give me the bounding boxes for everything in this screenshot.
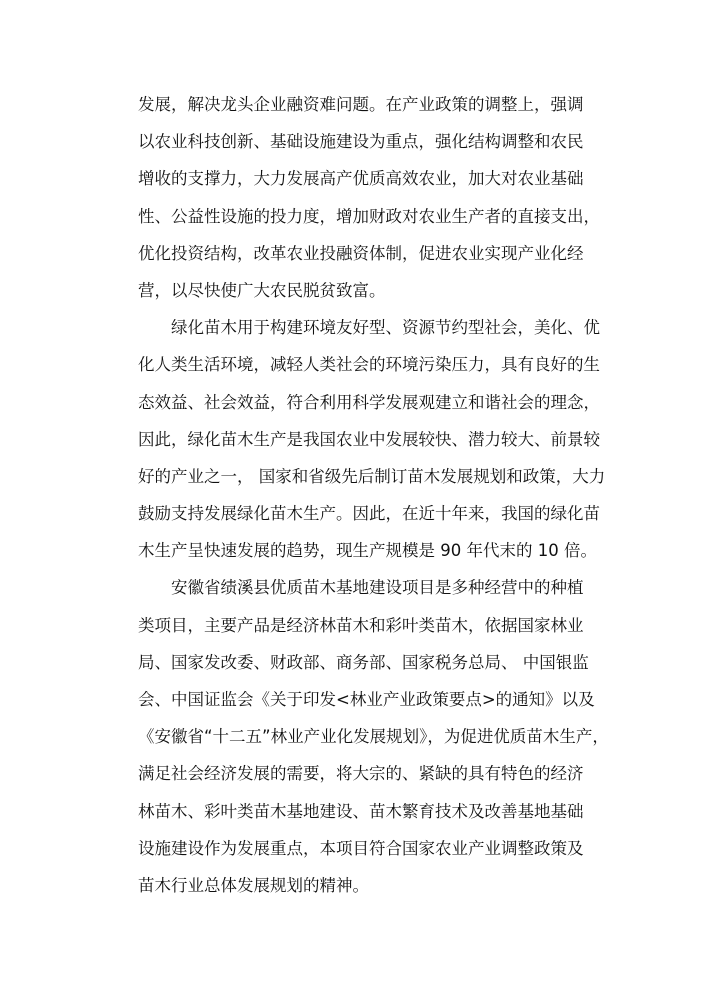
- text-line: 好的产业之一， 国家和省级先后制订苗木发展规划和政策，大力: [138, 466, 606, 486]
- text-line: 发展，解决龙头企业融资难问题。在产业政策的调整上，强调: [138, 95, 584, 114]
- paragraph-project: [138, 569, 608, 904]
- paragraph-seedlings: [138, 309, 608, 569]
- text-line: 营，以尽快使广大农民脱贫致富。: [138, 280, 386, 300]
- text-line: 优化投资结构，改革农业投融资体制，促进农业实现产业化经: [138, 243, 584, 263]
- text-line: 安徽省绩溪县优质苗木基地建设项目是多种经营中的种植: [171, 578, 584, 598]
- text-line: 设施建设作为发展重点，本项目符合国家农业产业调整政策及: [138, 838, 584, 858]
- text-line: 《安徽省“十二五”林业产业化发展规划》，为促进优质苗木生产，: [138, 727, 609, 747]
- text-line: 性、公益性设施的投力度，增加财政对农业生产者的直接支出，: [138, 206, 600, 226]
- text-line: 鼓励支持发展绿化苗木生产。因此，在近十年来，我国的绿化苗: [138, 504, 600, 524]
- text-line: 会、中国证监会《关于印发<林业产业政策要点>的通知》以及: [138, 690, 595, 709]
- text-line: 增收的支撑力，大力发展高产优质高效农业，加大对农业基础: [138, 169, 584, 189]
- text-line: 态效益、社会效益，符合利用科学发展观建立和谐社会的理念，: [138, 392, 600, 412]
- paragraph-policy: [138, 86, 608, 309]
- text-line: 化人类生活环境，减轻人类社会的环境污染压力，具有良好的生: [138, 355, 600, 375]
- text-line: 林苗木、彩叶类苗木基地建设、苗木繁育技术及改善基地基础: [138, 801, 584, 821]
- text-line: 木生产呈快速发展的趋势，现生产规模是 90 年代末的 10 倍。: [138, 541, 597, 561]
- text-line: 绿化苗木用于构建环境友好型、资源节约型社会，美化、优: [171, 318, 600, 338]
- text-line: 以农业科技创新、基础设施建设为重点，强化结构调整和农民: [138, 132, 584, 152]
- text-line: 苗木行业总体发展规划的精神。: [138, 875, 369, 895]
- document-body: [138, 86, 608, 904]
- text-line: 类项目，主要产品是经济林苗木和彩叶类苗木，依据国家林业: [138, 615, 584, 635]
- text-line: 因此，绿化苗木生产是我国农业中发展较快、潜力较大、前景较: [138, 429, 600, 449]
- text-line: 满足社会经济发展的需要，将大宗的、紧缺的具有特色的经济: [138, 764, 584, 784]
- text-line: 局、国家发改委、财政部、商务部、国家税务总局、 中国银监: [138, 652, 589, 672]
